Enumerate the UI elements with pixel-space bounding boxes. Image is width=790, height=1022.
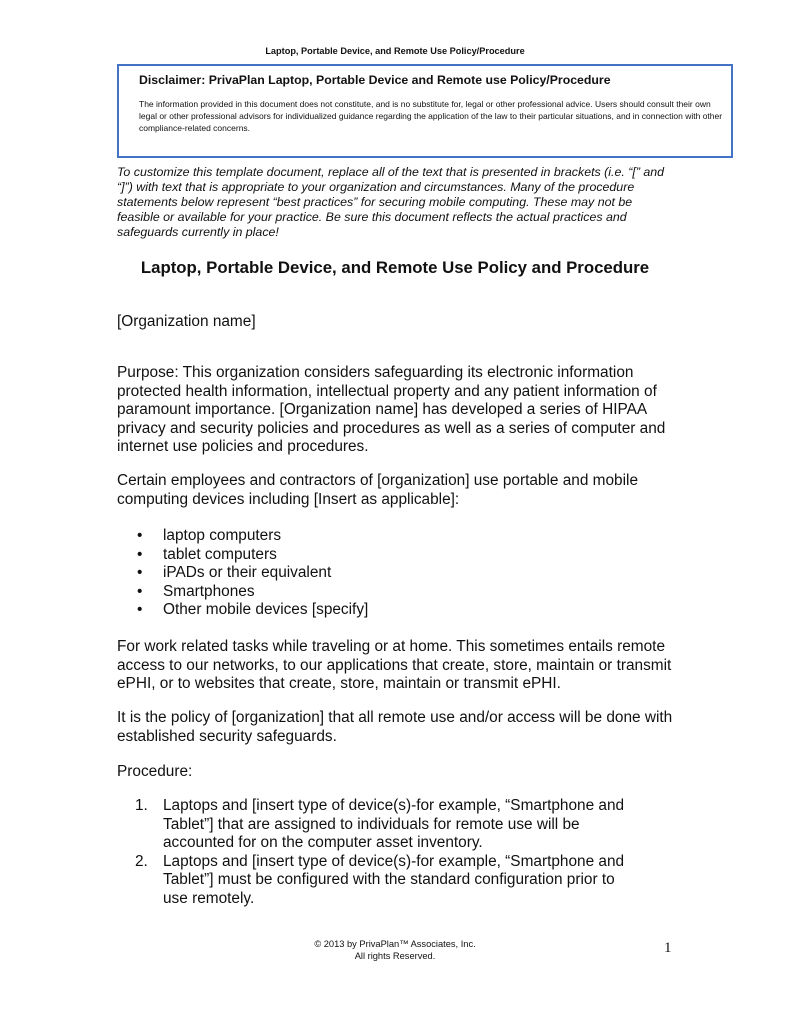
disclaimer-box: [117, 64, 733, 158]
purpose-paragraph: Purpose: This organization considers safeguarding its electronic information protected health information, intellectual property and any patient information of paramount importance. [Organization name] has developed a series of HIPAA privacy and security policies and procedures as well as a series of computer and internet use policies and procedures.: [117, 364, 666, 456]
copyright: © 2013 by PrivaPlan™ Associates, Inc.: [314, 939, 476, 949]
bullet-icon: •: [137, 601, 143, 619]
device-list: [117, 527, 677, 620]
list-item-text: Smartphones: [163, 582, 255, 600]
list-item-text: Other mobile devices [specify]: [163, 601, 369, 619]
list-item: [117, 564, 677, 583]
procedure-item: [117, 853, 677, 909]
list-item: [117, 583, 677, 602]
rights-reserved: All rights Reserved.: [354, 951, 436, 961]
bullet-icon: •: [137, 582, 143, 600]
policy-paragraph: It is the policy of [organization] that all remote use and/or access will be done with established security safeguards.: [117, 709, 673, 745]
list-item-text: laptop computers: [163, 527, 282, 544]
running-header: Laptop, Portable Device, and Remote Use Policy/Procedure: [265, 46, 525, 56]
customization-instructions: To customize this template document, replace all of the text that is presented in brackets (i.e. “[” and “]”) with text that is appropriate to your organization and circumstances. Many of the procedure statements below represent “best practices” for securing mobile computing. These may not be feasible or available for your practice. Be sure this document reflects the actual practices and safeguards currently in place!: [117, 165, 665, 240]
procedure-label: Procedure:: [117, 763, 193, 780]
document-title: Laptop, Portable Device, and Remote Use Policy and Procedure: [140, 258, 650, 277]
procedure-text: Laptops and [insert type of device(s)-for example, “Smartphone and Tablet”] must be configured with the standard configuration prior to use remotely.: [163, 852, 625, 907]
bullet-icon: •: [137, 527, 143, 544]
remote-work-paragraph: For work related tasks while traveling or at home. This sometimes entails remote access to our networks, to our applications that create, store, maintain or transmit ePHI, or to websites that create, store, maintain or transmit ePHI.: [117, 638, 672, 693]
disclaimer-text: The information provided in this document does not constitute, and is no substitute for, legal or other professional advice. Users should consult their own legal or other professional advisors for individualized guidance regarding the application of the law to their particular situations, and in connection with other compliance-related concerns.: [139, 99, 723, 133]
footer: [0, 938, 790, 962]
procedure-text: Laptops and [insert type of device(s)-for example, “Smartphone and Tablet”] that are assigned to individuals for remote use will be accounted for on the computer asset inventory.: [163, 797, 625, 852]
list-item: [117, 601, 677, 620]
bullet-icon: •: [137, 564, 143, 582]
item-number: 2.: [135, 852, 148, 870]
list-item: [117, 546, 677, 565]
list-item: [117, 527, 677, 546]
devices-intro: Certain employees and contractors of [organization] use portable and mobile computing devices including [Insert as applicable]:: [117, 472, 639, 508]
organization-name: [Organization name]: [117, 313, 256, 330]
procedure-item: [117, 797, 677, 853]
list-item-text: iPADs or their equivalent: [163, 564, 332, 582]
procedure-list: [117, 797, 677, 909]
page-number: 1: [664, 940, 672, 956]
disclaimer-title: Disclaimer: PrivaPlan Laptop, Portable Device and Remote use Policy/Procedure: [139, 73, 611, 87]
list-item-text: tablet computers: [163, 545, 277, 563]
item-number: 1.: [135, 797, 148, 814]
bullet-icon: •: [137, 545, 143, 563]
